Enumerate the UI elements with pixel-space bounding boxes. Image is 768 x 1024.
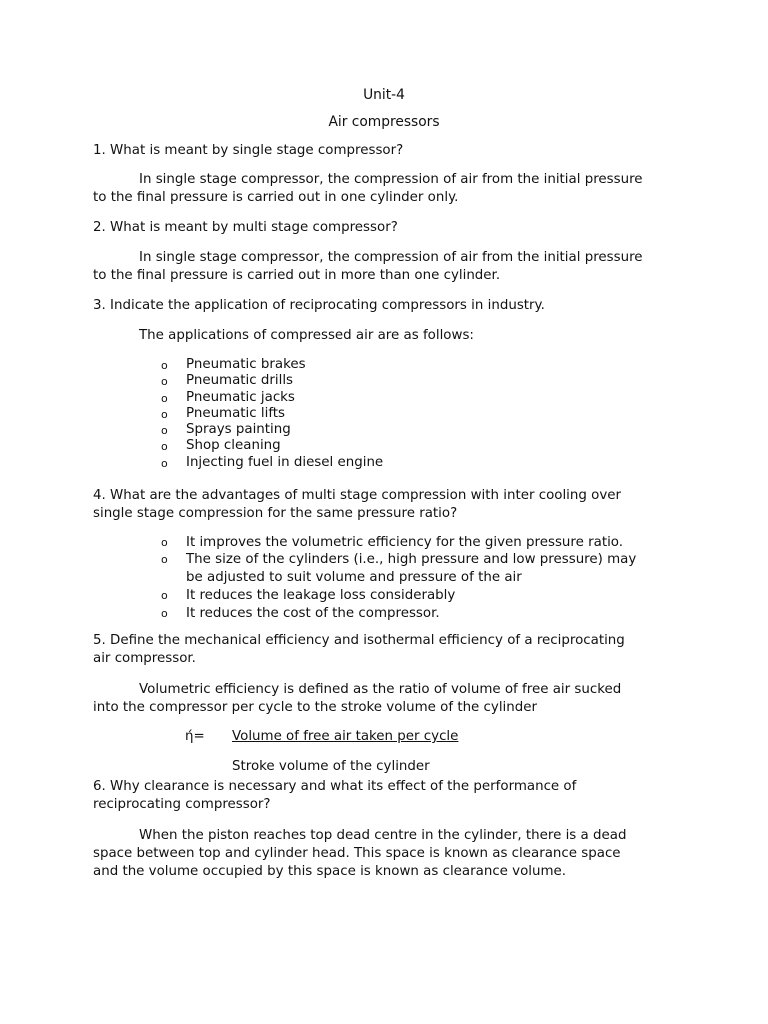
question-5-line-2: air compressor.: [93, 651, 196, 666]
list-item: o Pneumatic drills: [0, 373, 686, 389]
question-4-line-1: 4. What are the advantages of multi stage compression with inter cooling over: [93, 488, 622, 503]
list-item: o Injecting fuel in diesel engine: [0, 455, 686, 471]
advantages-list: [0, 534, 686, 622]
answer-2-line-2: to the final pressure is carried out in more than one cylinder.: [93, 268, 501, 283]
applications-list: [0, 357, 686, 471]
answer-1: [93, 171, 693, 207]
bullet-icon: o: [161, 456, 168, 470]
answer-6: [93, 827, 693, 881]
answer-5-line-1: Volumetric efficiency is defined as the ratio of volume of free air sucked: [139, 682, 622, 697]
unit-title: Unit-4: [363, 87, 405, 103]
list-item: o It reduces the leakage loss considerably: [161, 588, 456, 604]
question-5-line-1: 5. Define the mechanical efficiency and isothermal efficiency of a reciprocating: [93, 633, 625, 648]
answer-2: [93, 249, 693, 285]
efficiency-symbol: ή=: [185, 729, 205, 744]
bullet-icon: o: [161, 375, 168, 389]
question-6-line-2: reciprocating compressor?: [93, 797, 271, 812]
list-item: o It improves the volumetric efficiency for the given pressure ratio.: [161, 535, 624, 550]
question-2: 2. What is meant by multi stage compressor?: [93, 220, 398, 235]
bullet-icon: o: [161, 440, 168, 454]
bullet-icon: o: [161, 589, 168, 603]
list-item: o The size of the cylinders (i.e., high pressure and low pressure) may: [161, 552, 637, 568]
bullet-icon: o: [161, 391, 168, 405]
list-item: o Pneumatic lifts: [0, 406, 686, 422]
question-4-line-2: single stage compression for the same pressure ratio?: [93, 506, 458, 521]
answer-5: [93, 681, 693, 717]
question-5: [93, 632, 693, 668]
answer-1-line-2: to the final pressure is carried out in one cylinder only.: [93, 190, 459, 205]
answer-1-line-1: In single stage compressor, the compression of air from the initial pressure: [139, 172, 643, 187]
list-item: o Pneumatic jacks: [0, 390, 686, 406]
bullet-icon: o: [161, 359, 168, 372]
formula-numerator: Volume of free air taken per cycle: [232, 729, 459, 744]
bullet-icon: o: [161, 606, 168, 620]
bullet-icon: o: [161, 407, 168, 421]
list-item: o Shop cleaning: [0, 438, 686, 454]
list-item-continuation: be adjusted to suit volume and pressure of the air: [186, 570, 522, 586]
question-1: 1. What is meant by single stage compressor?: [93, 143, 404, 158]
document-title: Air compressors: [328, 114, 440, 130]
bullet-icon: o: [161, 536, 168, 549]
list-item: o Pneumatic brakes: [0, 357, 686, 373]
list-item: o It reduces the cost of the compressor.: [161, 605, 440, 621]
answer-2-line-1: In single stage compressor, the compression of air from the initial pressure: [139, 250, 643, 265]
question-6-line-1: 6. Why clearance is necessary and what its effect of the performance of: [93, 779, 577, 794]
question-4: [93, 487, 693, 523]
bullet-icon: o: [161, 553, 168, 567]
answer-6-line-3: and the volume occupied by this space is known as clearance volume.: [93, 864, 567, 879]
question-6: [93, 778, 693, 814]
answer-6-line-2: space between top and cylinder head. This space is known as clearance space: [93, 846, 621, 861]
answer-5-line-2: into the compressor per cycle to the stroke volume of the cylinder: [93, 700, 538, 715]
list-item: o Sprays painting: [0, 422, 686, 438]
applications-lead: The applications of compressed air are as follows:: [139, 328, 474, 343]
answer-6-line-1: When the piston reaches top dead centre in the cylinder, there is a dead: [139, 828, 627, 843]
formula-denominator: Stroke volume of the cylinder: [232, 759, 430, 774]
question-3: 3. Indicate the application of reciprocating compressors in industry.: [93, 298, 545, 313]
bullet-icon: o: [161, 424, 168, 438]
